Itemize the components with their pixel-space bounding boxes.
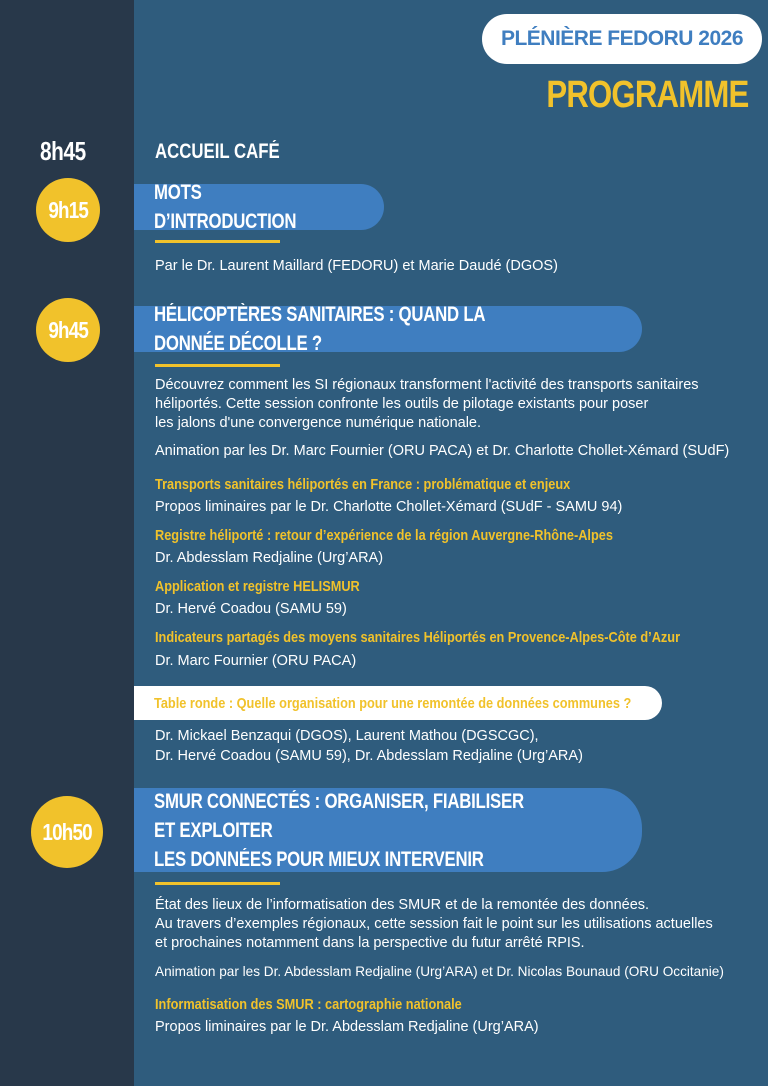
session-header-helico — [134, 303, 642, 355]
session-description-line: Découvrez comment les SI régionaux transforment l'activité des transports sanitaires — [155, 377, 699, 393]
session-header-intro — [134, 181, 384, 233]
divider-rule — [155, 240, 280, 243]
round-table-header — [134, 686, 662, 720]
time-label-0845: 8h45 — [40, 136, 86, 166]
session-title-helico: HÉLICOPTÈRES SANITAIRES : QUAND LA DONNÉE DÉCOLLE ? — [154, 303, 485, 355]
divider-rule — [155, 882, 280, 885]
time-label-0945: 9h45 — [48, 316, 88, 343]
event-badge — [482, 14, 762, 64]
session-title-smur-line1: SMUR CONNECTÉS : ORGANISER, FIABILISER ET EXPLOITER — [154, 789, 524, 842]
talk-title: Application et registre HELISMUR — [155, 578, 360, 595]
talk-speaker: Dr. Hervé Coadou (SAMU 59) — [155, 601, 347, 617]
talk-title: Indicateurs partagés des moyens sanitaires Héliportés en Provence-Alpes-Côte d’Azur — [155, 629, 681, 646]
page-title: PROGRAMME — [545, 74, 748, 116]
time-label-1050: 10h50 — [42, 818, 92, 845]
talk-speaker: Dr. Abdesslam Redjaline (Urg’ARA) — [155, 550, 384, 566]
event-name: PLÉNIÈRE FEDORU 2026 — [500, 27, 744, 50]
round-table-participants: Dr. Hervé Coadou (SAMU 59), Dr. Abdesslam Redjaline (Urg’ARA) — [155, 748, 583, 764]
time-label-0915: 9h15 — [48, 196, 88, 223]
talk-title: Informatisation des SMUR : cartographie nationale — [155, 996, 462, 1013]
session-title-smur-line2: LES DONNÉES POUR MIEUX INTERVENIR — [154, 847, 484, 871]
session-description-line: héliportés. Cette session confronte les outils de pilotage existants pour poser — [155, 396, 649, 412]
time-badge-1050 — [31, 796, 103, 868]
time-badge-0915 — [36, 178, 100, 242]
divider-rule — [155, 364, 280, 367]
animation-line: Animation par les Dr. Marc Fournier (ORU PACA) et Dr. Charlotte Chollet-Xémard (SUdF) — [155, 443, 730, 459]
talk-speaker: Propos liminaires par le Dr. Abdesslam Redjaline (Urg’ARA) — [155, 1019, 539, 1035]
time-badge-0945 — [36, 298, 100, 362]
session-title-accueil: ACCUEIL CAFÉ — [155, 140, 280, 163]
session-header-smur — [134, 788, 642, 872]
animation-line: Animation par les Dr. Abdesslam Redjaline (Urg’ARA) et Dr. Nicolas Bounaud (ORU Occitanie) — [155, 964, 724, 979]
round-table-participants: Dr. Mickael Benzaqui (DGOS), Laurent Mathou (DGSCGC), — [155, 728, 539, 744]
session-description-line: les jalons d'une convergence numérique nationale. — [155, 415, 482, 431]
session-description-line: Au travers d’exemples régionaux, cette session fait le point sur les utilisations actuelles — [155, 916, 713, 932]
speaker-line: Par le Dr. Laurent Maillard (FEDORU) et Marie Daudé (DGOS) — [155, 258, 558, 274]
talk-title: Registre héliporté : retour d’expérience de la région Auvergne-Rhône-Alpes — [155, 527, 613, 544]
session-description-line: et prochaines notamment dans la perspective du futur arrêté RPIS. — [155, 935, 585, 951]
talk-speaker: Dr. Marc Fournier (ORU PACA) — [155, 653, 357, 669]
session-description-line: État des lieux de l’informatisation des SMUR et de la remontée des données. — [155, 897, 650, 913]
round-table-title: Table ronde : Quelle organisation pour une remontée de données communes ? — [154, 694, 632, 712]
talk-title: Transports sanitaires héliportés en France : problématique et enjeux — [155, 476, 571, 493]
talk-speaker: Propos liminaires par le Dr. Charlotte Chollet-Xémard (SUdF - SAMU 94) — [155, 499, 623, 515]
session-title-intro: MOTS D’INTRODUCTION — [154, 181, 297, 233]
